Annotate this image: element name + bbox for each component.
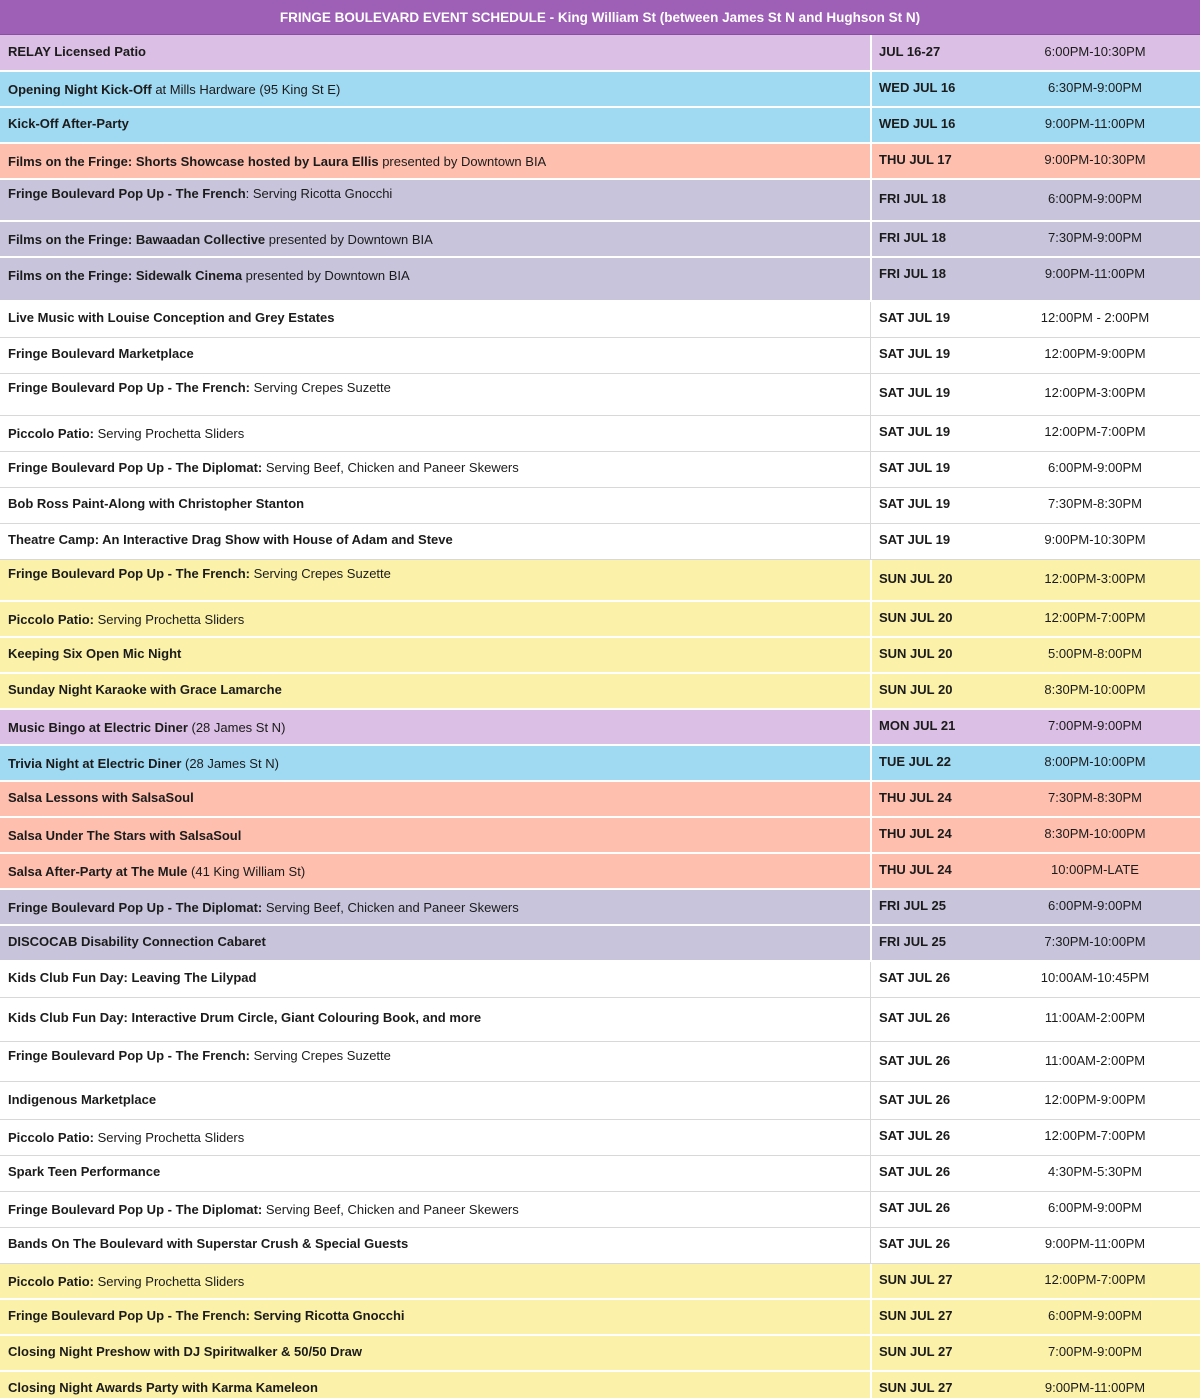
event-date: THU JUL 24 xyxy=(879,862,952,877)
event-detail: Serving Beef, Chicken and Paneer Skewers xyxy=(262,1202,519,1217)
event-time: 12:00PM-7:00PM xyxy=(1044,1128,1146,1143)
table-row xyxy=(0,72,1200,108)
event-date: SUN JUL 27 xyxy=(879,1380,953,1395)
event-name: Kick-Off After-Party xyxy=(8,116,129,131)
event-time: 9:00PM-10:30PM xyxy=(1044,152,1146,167)
column-divider xyxy=(870,602,872,636)
event-date: WED JUL 16 xyxy=(879,116,956,131)
event-name: Fringe Boulevard Pop Up - The Diplomat: xyxy=(8,1202,263,1217)
event-cell xyxy=(8,1130,865,1146)
column-divider xyxy=(870,560,872,600)
column-divider xyxy=(870,1228,871,1263)
event-date: MON JUL 21 xyxy=(879,718,956,733)
event-cell xyxy=(8,1092,865,1108)
event-detail: Serving Beef, Chicken and Paneer Skewers xyxy=(262,900,519,915)
event-date: SUN JUL 20 xyxy=(879,610,953,625)
event-detail: Serving Prochetta Sliders xyxy=(93,612,245,627)
event-date: SAT JUL 19 xyxy=(879,385,951,400)
event-detail: Serving Crepes Suzette xyxy=(249,380,391,395)
event-time: 11:00AM-2:00PM xyxy=(1044,1053,1146,1068)
event-time: 7:30PM-10:00PM xyxy=(1044,934,1146,949)
event-cell xyxy=(8,1164,865,1180)
event-detail: presented by Downtown BIA xyxy=(265,232,433,247)
column-divider xyxy=(870,108,872,142)
column-divider xyxy=(870,674,872,708)
event-time: 12:00PM - 2:00PM xyxy=(1040,310,1150,325)
event-date: JUL 16-27 xyxy=(879,44,941,59)
event-name: Films on the Fringe: Shorts Showcase hosted by Laura Ellis xyxy=(8,154,379,169)
event-detail: Serving Prochetta Sliders xyxy=(93,1274,245,1289)
column-divider xyxy=(870,746,872,780)
event-date: SUN JUL 27 xyxy=(879,1272,953,1287)
table-row xyxy=(0,890,1200,926)
event-cell xyxy=(8,934,865,950)
table-row xyxy=(0,1336,1200,1372)
column-divider xyxy=(870,998,871,1041)
event-cell xyxy=(8,756,865,772)
event-date: SUN JUL 27 xyxy=(879,1344,953,1359)
column-divider xyxy=(870,1372,872,1398)
table-row xyxy=(0,962,1200,998)
event-name: Bob Ross Paint-Along with Christopher Stanton xyxy=(8,496,305,511)
event-name: Fringe Boulevard Pop Up - The French xyxy=(8,186,246,201)
event-detail: Serving Prochetta Sliders xyxy=(93,426,245,441)
event-date: SAT JUL 26 xyxy=(879,1236,951,1251)
event-cell xyxy=(8,460,865,476)
event-name: Music Bingo at Electric Diner xyxy=(8,720,188,735)
table-row xyxy=(0,488,1200,524)
event-time: 5:00PM-8:00PM xyxy=(1048,646,1142,661)
event-date: FRI JUL 25 xyxy=(879,898,946,913)
event-cell xyxy=(8,1344,865,1360)
event-name: Theatre Camp: An Interactive Drag Show with House of Adam and Steve xyxy=(8,532,453,547)
event-date: SUN JUL 20 xyxy=(879,571,953,586)
event-detail: presented by Downtown BIA xyxy=(242,268,410,283)
event-name: Fringe Boulevard Pop Up - The French: Serving Ricotta Gnocchi xyxy=(8,1308,405,1323)
event-name: Trivia Night at Electric Diner xyxy=(8,756,182,771)
event-cell xyxy=(8,1308,865,1324)
column-divider xyxy=(870,144,872,178)
table-row xyxy=(0,1372,1200,1400)
event-date: FRI JUL 18 xyxy=(879,266,946,281)
event-name: Fringe Boulevard Pop Up - The French: xyxy=(8,1048,250,1063)
table-row xyxy=(0,524,1200,560)
event-time: 8:30PM-10:00PM xyxy=(1044,682,1146,697)
column-divider xyxy=(870,302,871,337)
event-time: 11:00AM-2:00PM xyxy=(1044,1010,1146,1025)
table-row xyxy=(0,1264,1200,1300)
event-date: SAT JUL 26 xyxy=(879,1053,951,1068)
event-cell xyxy=(8,790,865,806)
event-date: THU JUL 24 xyxy=(879,790,952,805)
column-divider xyxy=(870,338,871,373)
event-date: FRI JUL 18 xyxy=(879,191,946,206)
table-row xyxy=(0,1082,1200,1120)
column-divider xyxy=(870,180,872,220)
table-row xyxy=(0,338,1200,374)
event-name: DISCOCAB Disability Connection Cabaret xyxy=(8,934,266,949)
event-date: FRI JUL 18 xyxy=(879,230,946,245)
event-time: 10:00PM-LATE xyxy=(1051,862,1139,877)
event-name: Piccolo Patio: xyxy=(8,612,94,627)
event-time: 8:30PM-10:00PM xyxy=(1044,826,1146,841)
event-cell xyxy=(8,1274,865,1290)
column-divider xyxy=(870,1156,871,1191)
column-divider xyxy=(870,222,872,256)
table-row xyxy=(0,602,1200,638)
event-time: 9:00PM-10:30PM xyxy=(1044,532,1146,547)
event-detail: (41 King William St) xyxy=(187,864,306,879)
column-divider xyxy=(870,1120,871,1155)
event-detail: Serving Prochetta Sliders xyxy=(93,1130,245,1145)
event-date: TUE JUL 22 xyxy=(879,754,952,769)
event-name: Indigenous Marketplace xyxy=(8,1092,157,1107)
event-name: Piccolo Patio: xyxy=(8,426,94,441)
event-cell xyxy=(8,900,865,916)
event-time: 12:00PM-7:00PM xyxy=(1044,610,1146,625)
event-cell xyxy=(8,1236,865,1252)
table-row xyxy=(0,258,1200,302)
event-time: 7:30PM-8:30PM xyxy=(1048,496,1142,511)
event-name: Salsa Under The Stars with SalsaSoul xyxy=(8,828,242,843)
column-divider xyxy=(870,488,871,523)
event-time: 6:00PM-9:00PM xyxy=(1048,898,1142,913)
event-cell xyxy=(8,532,865,548)
column-divider xyxy=(870,818,872,852)
event-name: Sunday Night Karaoke with Grace Lamarche xyxy=(8,682,282,697)
event-name: Closing Night Preshow with DJ Spiritwalker & 50/50 Draw xyxy=(8,1344,362,1359)
event-date: SAT JUL 19 xyxy=(879,460,951,475)
event-date: SUN JUL 20 xyxy=(879,682,953,697)
event-time: 6:00PM-9:00PM xyxy=(1048,1200,1142,1215)
event-date: SAT JUL 26 xyxy=(879,1200,951,1215)
event-cell xyxy=(8,310,865,326)
table-row xyxy=(0,416,1200,452)
event-cell xyxy=(8,720,865,736)
event-detail: Serving Beef, Chicken and Paneer Skewers xyxy=(262,460,519,475)
event-time: 12:00PM-7:00PM xyxy=(1044,1272,1146,1287)
event-time: 9:00PM-11:00PM xyxy=(1044,116,1146,131)
event-cell xyxy=(8,496,865,512)
table-row xyxy=(0,782,1200,818)
event-name: Films on the Fringe: Bawaadan Collective xyxy=(8,232,266,247)
event-cell xyxy=(8,186,865,202)
event-name: Films on the Fringe: Sidewalk Cinema xyxy=(8,268,243,283)
event-name: Kids Club Fun Day: Leaving The Lilypad xyxy=(8,970,257,985)
column-divider xyxy=(870,926,872,960)
column-divider xyxy=(870,854,872,888)
table-row xyxy=(0,374,1200,416)
event-detail: Serving Crepes Suzette xyxy=(249,566,391,581)
event-name: Fringe Boulevard Pop Up - The French: xyxy=(8,566,250,581)
event-time: 6:00PM-9:00PM xyxy=(1048,191,1142,206)
column-divider xyxy=(870,1042,871,1081)
table-row xyxy=(0,302,1200,338)
event-date: SUN JUL 27 xyxy=(879,1308,953,1323)
event-time: 9:00PM-11:00PM xyxy=(1044,266,1146,281)
event-detail: at Mills Hardware (95 King St E) xyxy=(151,82,341,97)
event-time: 6:00PM-9:00PM xyxy=(1048,460,1142,475)
event-time: 12:00PM-3:00PM xyxy=(1044,571,1146,586)
event-time: 6:00PM-9:00PM xyxy=(1048,1308,1142,1323)
event-date: SAT JUL 19 xyxy=(879,424,951,439)
event-date: SAT JUL 26 xyxy=(879,970,951,985)
event-cell xyxy=(8,380,865,396)
column-divider xyxy=(870,782,872,816)
event-detail: (28 James St N) xyxy=(187,720,286,735)
table-row xyxy=(0,452,1200,488)
event-name: Spark Teen Performance xyxy=(8,1164,161,1179)
table-row xyxy=(0,854,1200,890)
event-time: 8:00PM-10:00PM xyxy=(1044,754,1146,769)
column-divider xyxy=(870,258,872,300)
event-cell xyxy=(8,646,865,662)
event-cell xyxy=(8,682,865,698)
column-divider xyxy=(870,416,871,451)
table-row xyxy=(0,1228,1200,1264)
event-cell xyxy=(8,612,865,628)
event-date: WED JUL 16 xyxy=(879,80,956,95)
table-row xyxy=(0,1042,1200,1082)
event-date: SAT JUL 19 xyxy=(879,310,951,325)
table-row xyxy=(0,1156,1200,1192)
event-name: Kids Club Fun Day: Interactive Drum Circle, Giant Colouring Book, and more xyxy=(8,1010,482,1025)
event-time: 7:00PM-9:00PM xyxy=(1048,1344,1142,1359)
table-row xyxy=(0,1192,1200,1228)
event-date: SAT JUL 26 xyxy=(879,1164,951,1179)
table-row xyxy=(0,35,1200,72)
event-cell xyxy=(8,970,865,986)
event-time: 4:30PM-5:30PM xyxy=(1048,1164,1142,1179)
column-divider xyxy=(870,452,871,487)
event-cell xyxy=(8,1048,865,1064)
table-row xyxy=(0,710,1200,746)
table-row xyxy=(0,222,1200,258)
event-time: 12:00PM-9:00PM xyxy=(1044,346,1146,361)
event-date: SAT JUL 19 xyxy=(879,532,951,547)
event-detail: (28 James St N) xyxy=(181,756,279,771)
column-divider xyxy=(870,710,872,744)
event-date: FRI JUL 25 xyxy=(879,934,946,949)
event-name: Opening Night Kick-Off xyxy=(8,82,152,97)
column-divider xyxy=(870,374,871,415)
event-cell xyxy=(8,44,865,60)
event-cell xyxy=(8,116,865,132)
event-name: RELAY Licensed Patio xyxy=(8,44,146,59)
event-name: Piccolo Patio: xyxy=(8,1130,94,1145)
event-date: SAT JUL 19 xyxy=(879,346,951,361)
event-cell xyxy=(8,566,865,582)
table-row xyxy=(0,818,1200,854)
table-row xyxy=(0,674,1200,710)
event-time: 6:00PM-10:30PM xyxy=(1044,44,1146,59)
event-name: Fringe Boulevard Pop Up - The Diplomat: xyxy=(8,900,263,915)
column-divider xyxy=(870,1082,871,1119)
event-time: 12:00PM-3:00PM xyxy=(1044,385,1146,400)
event-cell xyxy=(8,864,865,880)
event-name: Fringe Boulevard Pop Up - The Diplomat: xyxy=(8,460,263,475)
event-time: 7:30PM-8:30PM xyxy=(1048,790,1142,805)
event-time: 10:00AM-10:45PM xyxy=(1040,970,1150,985)
event-name: Salsa After-Party at The Mule xyxy=(8,864,188,879)
table-row xyxy=(0,108,1200,144)
event-time: 7:00PM-9:00PM xyxy=(1048,718,1142,733)
event-date: SAT JUL 26 xyxy=(879,1128,951,1143)
column-divider xyxy=(870,72,872,106)
column-divider xyxy=(870,638,872,672)
table-row xyxy=(0,560,1200,602)
event-cell xyxy=(8,1010,865,1026)
event-detail: presented by Downtown BIA xyxy=(378,154,547,169)
table-row xyxy=(0,998,1200,1042)
column-divider xyxy=(870,1336,872,1370)
column-divider xyxy=(870,1192,871,1227)
event-cell xyxy=(8,346,865,362)
column-divider xyxy=(870,524,871,559)
event-name: Live Music with Louise Conception and Grey Estates xyxy=(8,310,335,325)
event-cell xyxy=(8,1380,865,1396)
column-divider xyxy=(870,962,871,997)
event-detail: Serving Crepes Suzette xyxy=(249,1048,391,1063)
event-cell xyxy=(8,268,865,284)
event-name: Bands On The Boulevard with Superstar Crush & Special Guests xyxy=(8,1236,409,1251)
table-row xyxy=(0,746,1200,782)
table-row xyxy=(0,1120,1200,1156)
event-time: 6:30PM-9:00PM xyxy=(1048,80,1142,95)
event-name: Fringe Boulevard Pop Up - The French: xyxy=(8,380,250,395)
event-name: Salsa Lessons with SalsaSoul xyxy=(8,790,194,805)
column-divider xyxy=(870,890,872,924)
table-row xyxy=(0,638,1200,674)
table-row xyxy=(0,180,1200,222)
schedule-title: FRINGE BOULEVARD EVENT SCHEDULE - King William St (between James St N and Hughson St N) xyxy=(0,0,1200,35)
table-row xyxy=(0,1300,1200,1336)
event-name: Piccolo Patio: xyxy=(8,1274,94,1289)
event-date: SUN JUL 20 xyxy=(879,646,953,661)
event-date: THU JUL 17 xyxy=(879,152,952,167)
event-date: SAT JUL 26 xyxy=(879,1010,951,1025)
table-row xyxy=(0,926,1200,962)
event-detail: : Serving Ricotta Gnocchi xyxy=(245,186,393,201)
table-row xyxy=(0,144,1200,180)
event-name: Fringe Boulevard Marketplace xyxy=(8,346,194,361)
event-name: Closing Night Awards Party with Karma Kameleon xyxy=(8,1380,318,1395)
event-cell xyxy=(8,1202,865,1218)
event-name: Keeping Six Open Mic Night xyxy=(8,646,182,661)
event-date: SAT JUL 26 xyxy=(879,1092,951,1107)
event-cell xyxy=(8,828,865,844)
event-time: 12:00PM-9:00PM xyxy=(1044,1092,1146,1107)
event-cell xyxy=(8,426,865,442)
event-date: THU JUL 24 xyxy=(879,826,952,841)
event-date: SAT JUL 19 xyxy=(879,496,951,511)
event-time: 9:00PM-11:00PM xyxy=(1044,1236,1146,1251)
event-time: 9:00PM-11:00PM xyxy=(1044,1380,1146,1395)
column-divider xyxy=(870,1264,872,1298)
event-cell xyxy=(8,232,865,248)
event-cell xyxy=(8,154,865,170)
column-divider xyxy=(870,35,872,70)
event-cell xyxy=(8,82,865,98)
event-time: 12:00PM-7:00PM xyxy=(1044,424,1146,439)
event-time: 7:30PM-9:00PM xyxy=(1048,230,1142,245)
column-divider xyxy=(870,1300,872,1334)
